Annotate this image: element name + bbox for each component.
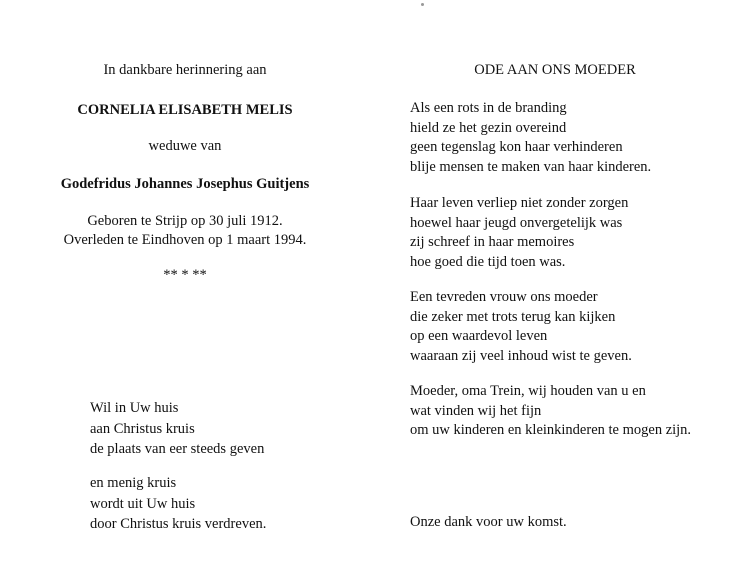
- verse-line: Wil in Uw huis: [90, 400, 179, 416]
- poem-stanza-2: [410, 194, 628, 272]
- poem-stanza-1: [410, 99, 651, 177]
- deceased-name: CORNELIA ELISABETH MELIS: [77, 102, 293, 118]
- poem-line: Moeder, oma Trein, wij houden van u en: [410, 383, 646, 399]
- death-line: Overleden te Eindhoven op 1 maart 1994.: [63, 232, 307, 248]
- poem-stanza-3: [410, 288, 632, 366]
- print-speck: [421, 3, 424, 6]
- poem-line: wat vinden wij het fijn: [410, 402, 542, 419]
- verse-line: wordt uit Uw huis: [90, 495, 196, 512]
- separator-stars: ** * **: [163, 267, 207, 283]
- poem-stanza-4: [410, 382, 691, 441]
- poem-line: zij schreef in haar memoires: [410, 234, 575, 250]
- poem-line: Een tevreden vrouw ons moeder: [410, 289, 598, 305]
- spouse-name: Godefridus Johannes Josephus Guitjens: [60, 176, 310, 192]
- poem-line: Als een rots in de branding: [410, 100, 567, 116]
- intro-text: In dankbare herinnering aan: [103, 62, 267, 78]
- thanks-line: Onze dank voor uw komst.: [410, 514, 567, 530]
- poem-line: op een waardevol leven: [410, 328, 548, 344]
- poem-line: om uw kinderen en kleinkinderen te mogen zijn.: [410, 422, 692, 438]
- widow-of-text: weduwe van: [148, 138, 222, 154]
- poem-line: hoe goed die tijd toen was.: [410, 253, 566, 270]
- birth-line: Geboren te Strijp op 30 juli 1912.: [87, 213, 283, 229]
- poem-line: blije mensen te maken van haar kinderen.: [410, 158, 652, 175]
- poem-line: hield ze het gezin overeind: [410, 119, 567, 136]
- poem-line: waaraan zij veel inhoud wist te geven.: [410, 347, 632, 364]
- poem-title: ODE AAN ONS MOEDER: [474, 62, 636, 78]
- verse-line: door Christus kruis verdreven.: [90, 516, 267, 532]
- verse-one: [90, 398, 264, 460]
- verse-line: en menig kruis: [90, 475, 177, 491]
- poem-line: die zeker met trots terug kan kijken: [410, 308, 616, 325]
- verse-line: de plaats van eer steeds geven: [90, 441, 265, 457]
- verse-two: [90, 473, 266, 535]
- verse-line: aan Christus kruis: [90, 420, 195, 437]
- poem-line: geen tegenslag kon haar verhinderen: [410, 139, 623, 155]
- poem-line: Haar leven verliep niet zonder zorgen: [410, 195, 629, 211]
- poem-line: hoewel haar jeugd onvergetelijk was: [410, 214, 623, 231]
